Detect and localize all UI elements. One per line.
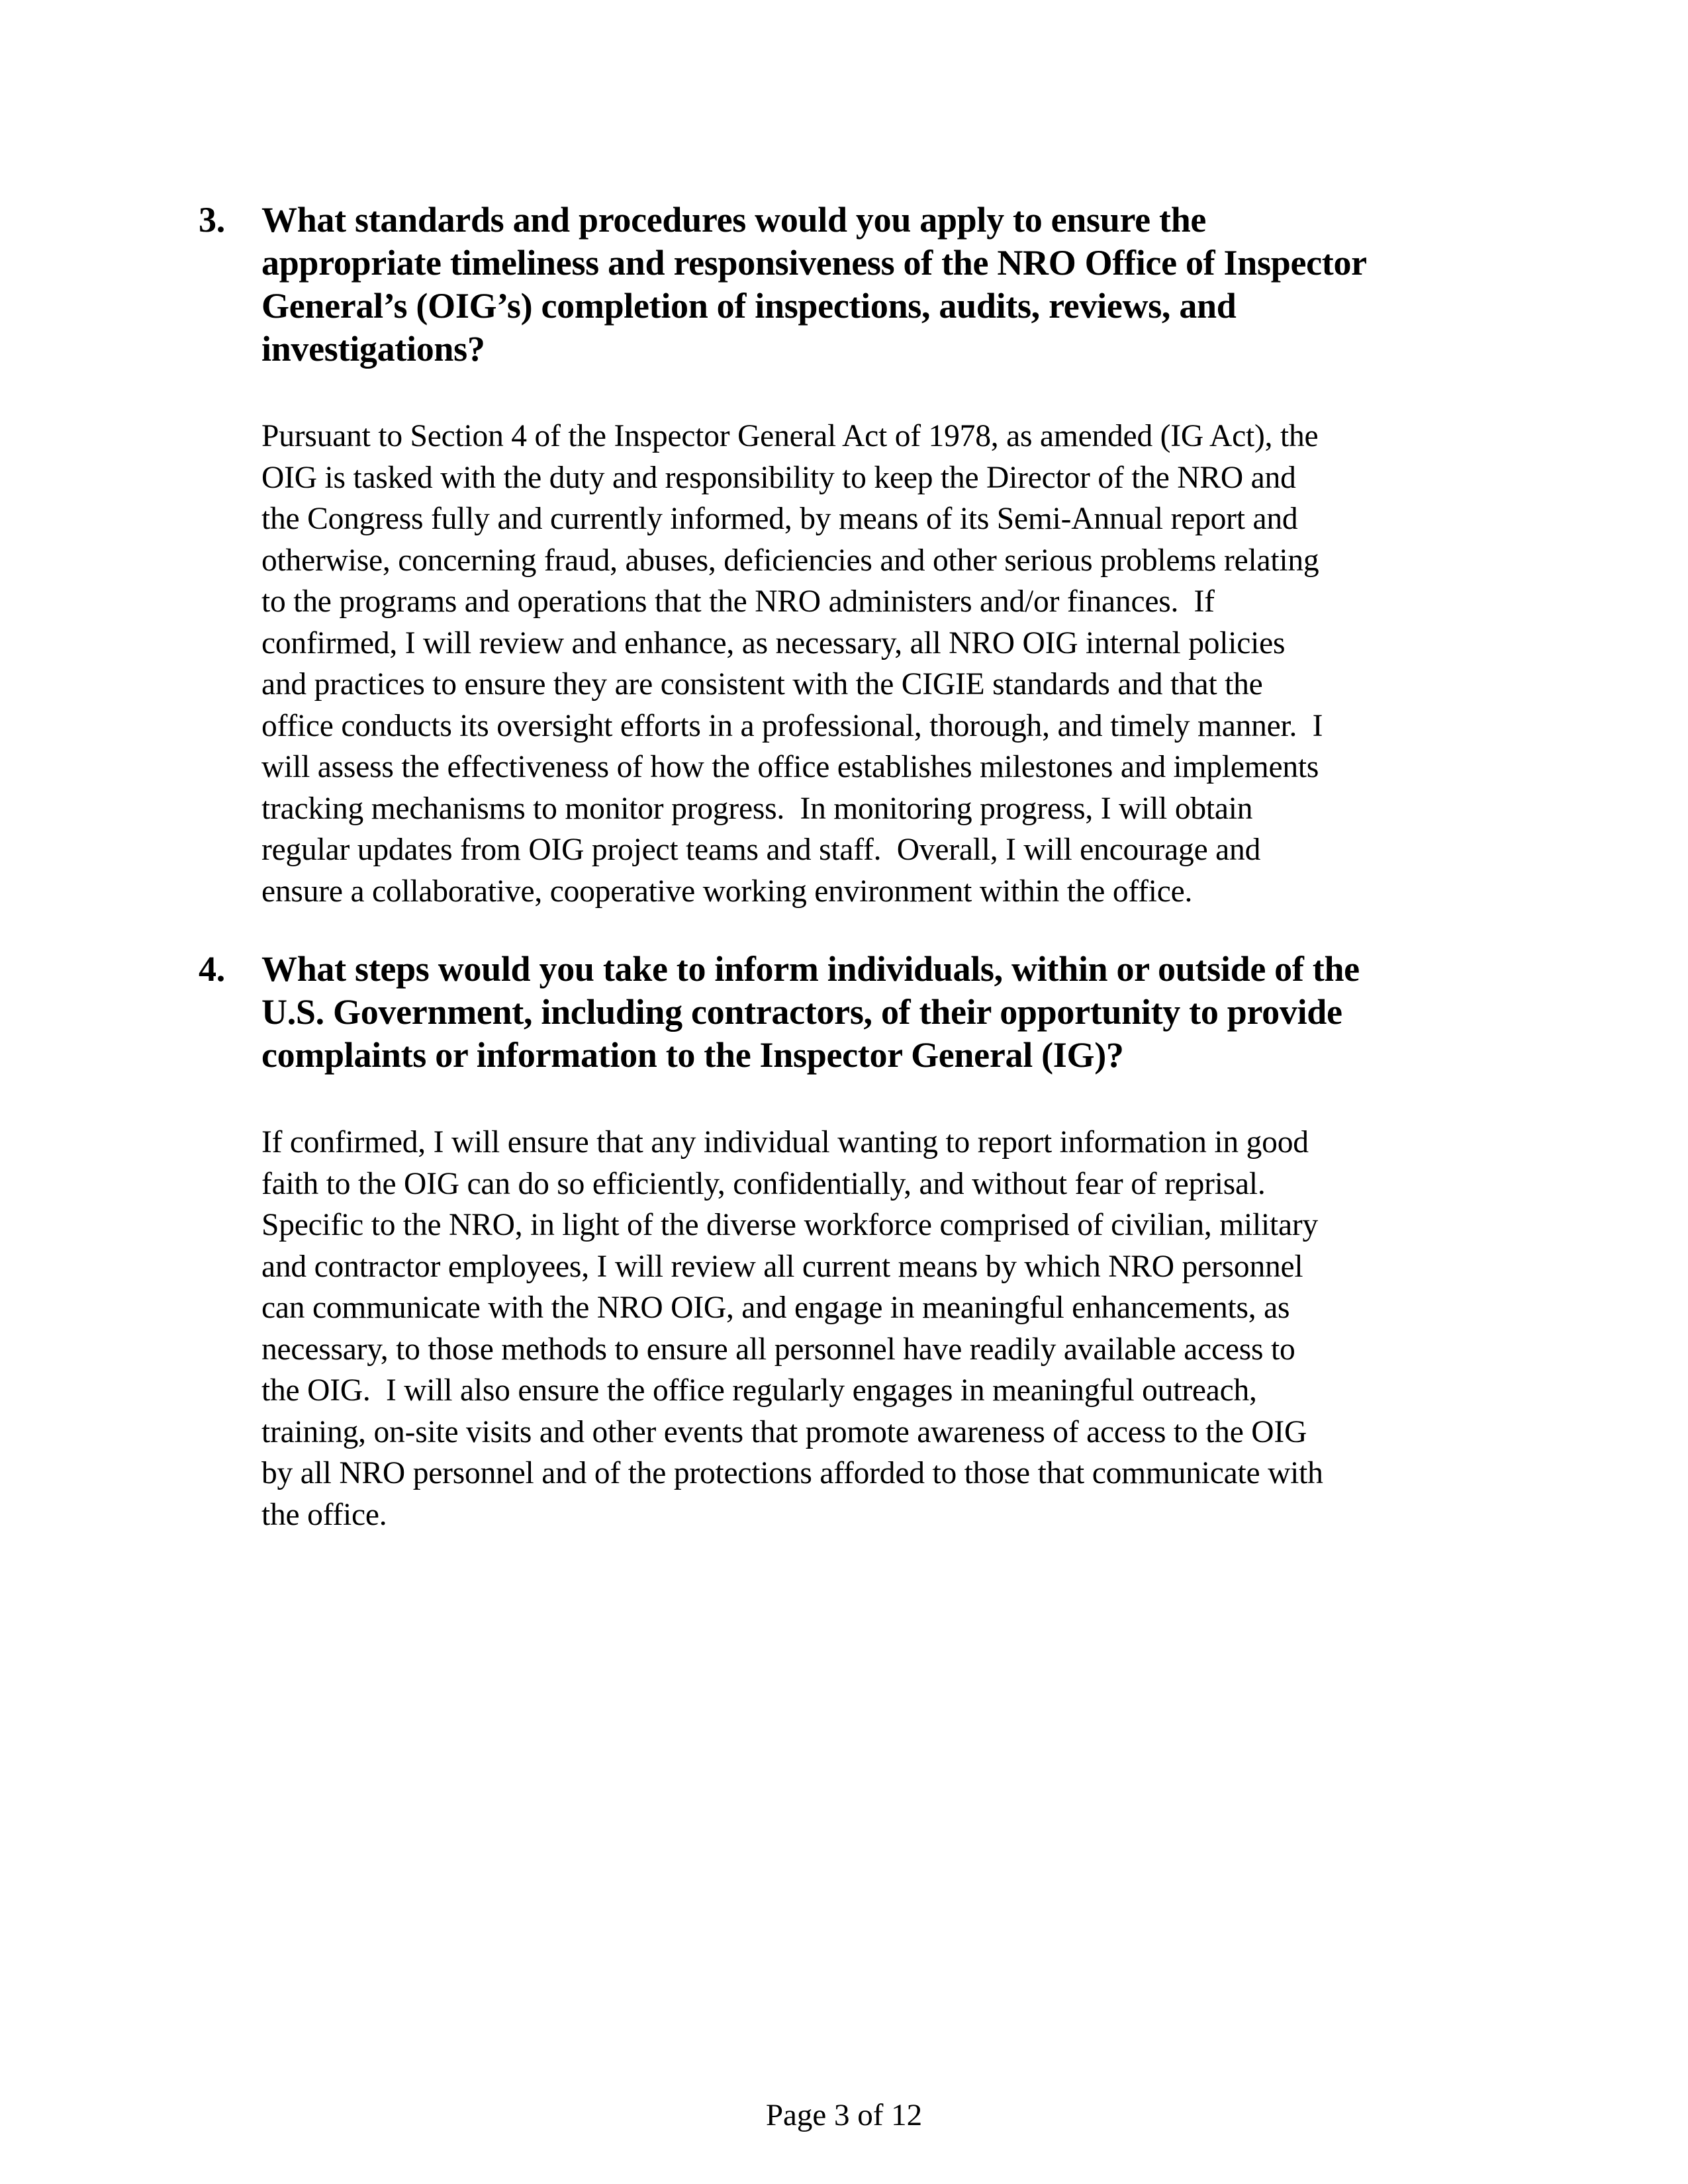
- answer-line: can communicate with the NRO OIG, and engage in meaningful enhancements, as: [261, 1291, 1290, 1325]
- answer-line: will assess the effectiveness of how the office establishes milestones and implements: [261, 750, 1319, 784]
- answer-line: by all NRO personnel and of the protections afforded to those that communicate with: [261, 1456, 1323, 1490]
- page-number-footer: Page 3 of 12: [765, 2098, 923, 2132]
- answer-line: to the programs and operations that the NRO administers and/or finances. If: [261, 584, 1215, 619]
- answer-line: OIG is tasked with the duty and responsibility to keep the Director of the NRO and: [261, 460, 1296, 495]
- answer-paragraph-3: [261, 416, 1496, 912]
- question-block-4: [199, 948, 1496, 1535]
- answer-line: the Congress fully and currently informed, by means of its Semi-Annual report and: [261, 502, 1298, 536]
- question-block-3: [199, 199, 1496, 912]
- question-line: investigations?: [261, 329, 485, 369]
- answer-line: otherwise, concerning fraud, abuses, deficiencies and other serious problems relating: [261, 543, 1319, 578]
- question-line: U.S. Government, including contractors, of their opportunity to provide: [261, 992, 1342, 1032]
- question-line: appropriate timeliness and responsiveness of the NRO Office of Inspector: [261, 243, 1367, 283]
- answer-line: If confirmed, I will ensure that any individual wanting to report information in good: [261, 1125, 1309, 1160]
- answer-line: necessary, to those methods to ensure all personnel have readily available access to: [261, 1332, 1295, 1367]
- question-line: General’s (OIG’s) completion of inspections, audits, reviews, and: [261, 286, 1237, 326]
- answer-line: confirmed, I will review and enhance, as necessary, all NRO OIG internal policies: [261, 625, 1286, 660]
- answer-paragraph-4: [261, 1122, 1496, 1535]
- answer-line: and contractor employees, I will review all current means by which NRO personnel: [261, 1249, 1303, 1284]
- answer-line: the office.: [261, 1497, 387, 1532]
- answer-line: faith to the OIG can do so efficiently, confidentially, and without fear of reprisal.: [261, 1166, 1266, 1201]
- question-number: 3.: [199, 200, 225, 240]
- answer-line: training, on-site visits and other events that promote awareness of access to the OIG: [261, 1414, 1307, 1449]
- answer-line: office conducts its oversight efforts in a professional, thorough, and timely manner. I: [261, 708, 1323, 743]
- answer-line: tracking mechanisms to monitor progress. In monitoring progress, I will obtain: [261, 791, 1253, 826]
- answer-line: and practices to ensure they are consistent with the CIGIE standards and that the: [261, 667, 1263, 702]
- question-number: 4.: [199, 949, 225, 989]
- question-heading-3: [199, 199, 1496, 371]
- answer-line: the OIG. I will also ensure the office regularly engages in meaningful outreach,: [261, 1373, 1257, 1408]
- answer-line: regular updates from OIG project teams and staff. Overall, I will encourage and: [261, 833, 1261, 867]
- question-line: complaints or information to the Inspector General (IG)?: [261, 1035, 1124, 1075]
- question-line: What standards and procedures would you apply to ensure the: [261, 200, 1207, 240]
- answer-line: Pursuant to Section 4 of the Inspector General Act of 1978, as amended (IG Act), the: [261, 419, 1319, 453]
- answer-line: Specific to the NRO, in light of the diverse workforce comprised of civilian, military: [261, 1208, 1319, 1242]
- question-heading-4: [199, 948, 1496, 1077]
- answer-line: ensure a collaborative, cooperative working environment within the office.: [261, 874, 1193, 909]
- question-line: What steps would you take to inform individuals, within or outside of the: [261, 949, 1360, 989]
